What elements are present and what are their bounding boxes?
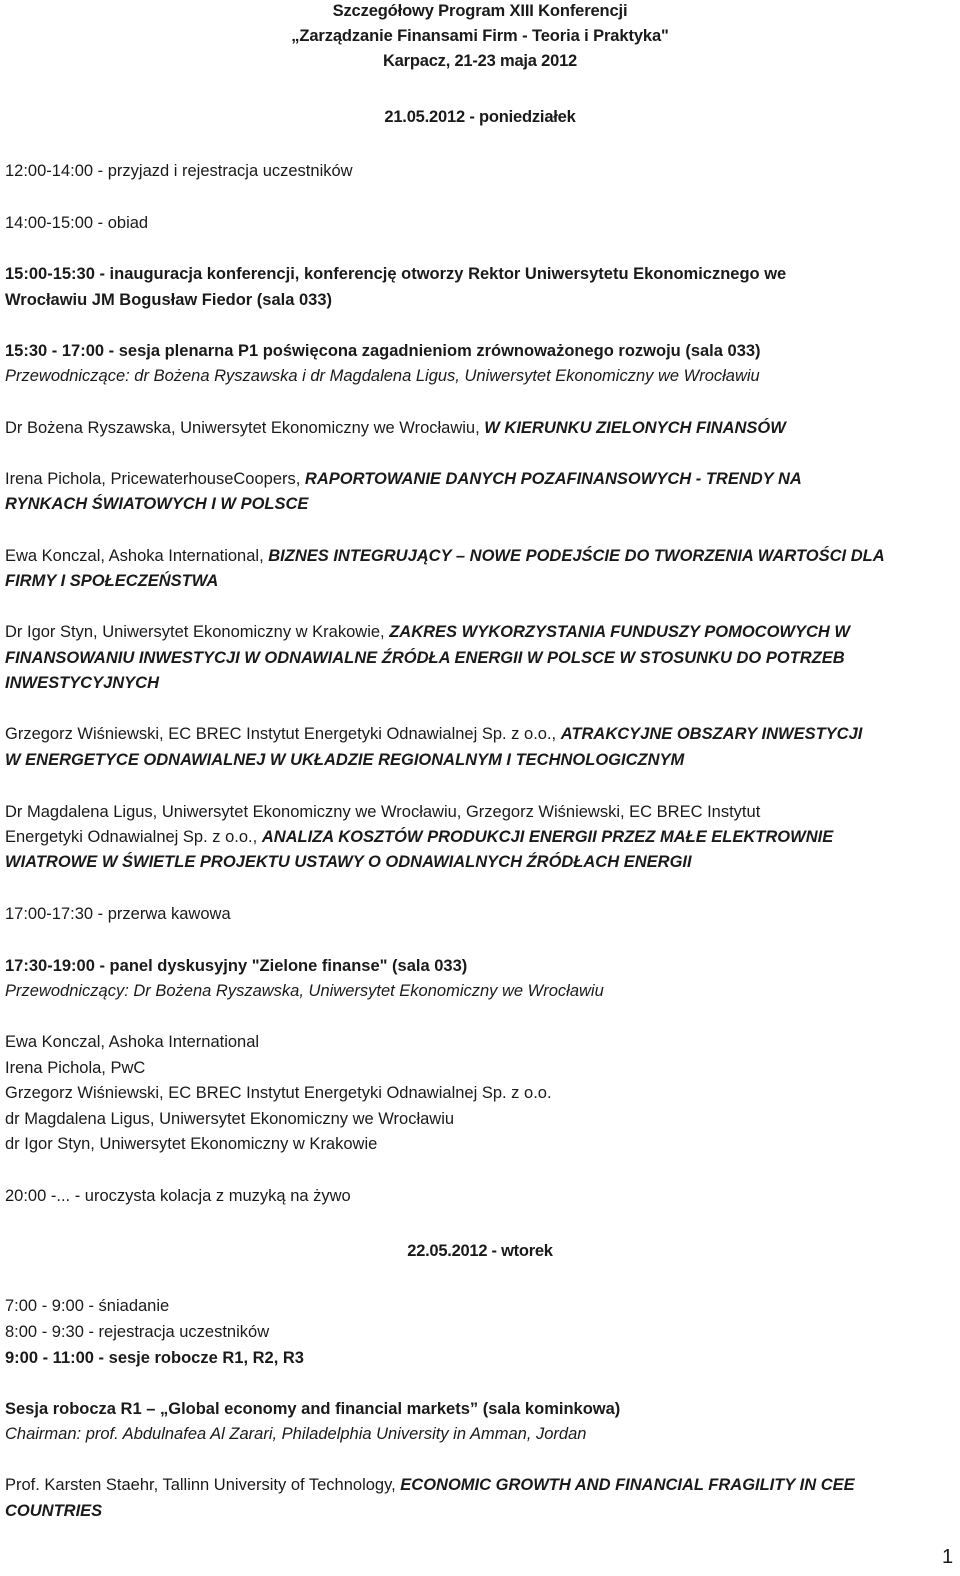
talk-title: W KIERUNKU ZIELONYCH FINANSÓW xyxy=(484,419,786,437)
talk-title-cont: COUNTRIES xyxy=(5,1502,103,1520)
r1-talk xyxy=(5,1475,855,1495)
talk-title: ECONOMIC GROWTH AND FINANCIAL FRAGILITY IN CEE xyxy=(400,1476,855,1494)
panelist: Ewa Konczal, Ashoka International xyxy=(5,1033,260,1051)
talk-4 xyxy=(5,622,850,642)
talk-6-speakers: Dr Magdalena Ligus, Uniwersytet Ekonomiczny we Wrocławiu, Grzegorz Wiśniewski, EC BREC Instytut xyxy=(5,803,761,821)
registration-item: 8:00 - 9:30 - rejestracja uczestników xyxy=(5,1323,270,1341)
talk-title: ATRAKCYJNE OBSZARY INWESTYCJI xyxy=(560,725,863,743)
conference-name: „Zarządzanie Finansami Firm - Teoria i Praktyka" xyxy=(291,27,669,45)
talk-speaker: Energetyki Odnawialnej Sp. z o.o., xyxy=(5,828,262,846)
panel-chair: Przewodniczący: Dr Bożena Ryszawska, Uniwersytet Ekonomiczny we Wrocławiu xyxy=(5,982,604,1000)
talk-speaker: Dr Igor Styn, Uniwersytet Ekonomiczny w Krakowie, xyxy=(5,623,390,641)
opening-item: 15:00-15:30 - inauguracja konferencji, konferencję otworzy Rektor Uniwersytetu Ekonomicznego we xyxy=(5,265,787,283)
talk-title: RAPORTOWANIE DANYCH POZAFINANSOWYCH - TRENDY NA xyxy=(304,470,802,488)
breakfast-item: 7:00 - 9:00 - śniadanie xyxy=(5,1297,170,1315)
talk-title-cont: FIRMY I SPOŁECZEŃSTWA xyxy=(5,572,219,590)
day1-heading: 21.05.2012 - poniedziałek xyxy=(384,108,576,126)
talk-title-cont: RYNKACH ŚWIATOWYCH I W POLSCE xyxy=(5,495,309,513)
panelist: Irena Pichola, PwC xyxy=(5,1059,146,1077)
coffee-break: 17:00-17:30 - przerwa kawowa xyxy=(5,905,231,923)
talk-speaker: Ewa Konczal, Ashoka International, xyxy=(5,547,269,565)
talk-speaker: Irena Pichola, PricewaterhouseCoopers, xyxy=(5,470,305,488)
day2-heading: 22.05.2012 - wtorek xyxy=(407,1242,553,1260)
page-number: 1 xyxy=(942,1546,954,1568)
talk-speaker: Dr Bożena Ryszawska, Uniwersytet Ekonomiczny we Wrocławiu, xyxy=(5,419,485,437)
opening-item-cont: Wrocławiu JM Bogusław Fiedor (sala 033) xyxy=(5,291,333,309)
talk-speaker: Grzegorz Wiśniewski, EC BREC Instytut Energetyki Odnawialnej Sp. z o.o., xyxy=(5,725,561,743)
talk-1 xyxy=(5,418,786,438)
talk-6 xyxy=(5,827,833,847)
panel-discussion: 17:30-19:00 - panel dyskusyjny "Zielone finanse" (sala 033) xyxy=(5,957,468,975)
lunch-item: 14:00-15:00 - obiad xyxy=(5,214,149,232)
talk-title-cont: FINANSOWANIU INWESTYCJI W ODNAWIALNE ŹRÓDŁA ENERGII W POLSCE W STOSUNKU DO POTRZEB xyxy=(5,649,845,667)
panelist: dr Igor Styn, Uniwersytet Ekonomiczny w Krakowie xyxy=(5,1135,378,1153)
talk-3 xyxy=(5,546,885,566)
arrival-item: 12:00-14:00 - przyjazd i rejestracja uczestników xyxy=(5,162,353,180)
talk-2 xyxy=(5,469,802,489)
plenary-session: 15:30 - 17:00 - sesja plenarna P1 poświęcona zagadnieniom zrównoważonego rozwoju (sala 033) xyxy=(5,342,761,360)
session-r1-title: Sesja robocza R1 – „Global economy and financial markets” (sala kominkowa) xyxy=(5,1400,621,1418)
talk-title-cont: W ENERGETYCE ODNAWIALNEJ W UKŁADZIE REGIONALNYM I TECHNOLOGICZNYM xyxy=(5,751,685,769)
gala-dinner: 20:00 -... - uroczysta kolacja z muzyką na żywo xyxy=(5,1187,351,1205)
working-sessions: 9:00 - 11:00 - sesje robocze R1, R2, R3 xyxy=(5,1349,304,1367)
talk-title: BIZNES INTEGRUJĄCY – NOWE PODEJŚCIE DO TWORZENIA WARTOŚCI DLA xyxy=(268,547,885,565)
talk-title: ANALIZA KOSZTÓW PRODUKCJI ENERGII PRZEZ MAŁE ELEKTROWNIE xyxy=(261,828,834,846)
panelist: Grzegorz Wiśniewski, EC BREC Instytut Energetyki Odnawialnej Sp. z o.o. xyxy=(5,1084,552,1102)
talk-title-cont: WIATROWE W ŚWIETLE PROJEKTU USTAWY O ODNAWIALNYCH ŹRÓDŁACH ENERGII xyxy=(5,853,692,871)
panelist: dr Magdalena Ligus, Uniwersytet Ekonomiczny we Wrocławiu xyxy=(5,1110,455,1128)
session-r1-chair: Chairman: prof. Abdulnafea Al Zarari, Philadelphia University in Amman, Jordan xyxy=(5,1425,587,1443)
plenary-chairs: Przewodniczące: dr Bożena Ryszawska i dr Magdalena Ligus, Uniwersytet Ekonomiczny we Wrocławiu xyxy=(5,367,760,385)
program-title: Szczegółowy Program XIII Konferencji xyxy=(332,2,628,20)
talk-5 xyxy=(5,724,862,744)
talk-title: ZAKRES WYKORZYSTANIA FUNDUSZY POMOCOWYCH W xyxy=(389,623,850,641)
talk-speaker: Prof. Karsten Staehr, Tallinn University of Technology, xyxy=(5,1476,401,1494)
talk-title-cont: INWESTYCYJNYCH xyxy=(5,674,160,692)
conference-location-date: Karpacz, 21-23 maja 2012 xyxy=(382,52,578,70)
